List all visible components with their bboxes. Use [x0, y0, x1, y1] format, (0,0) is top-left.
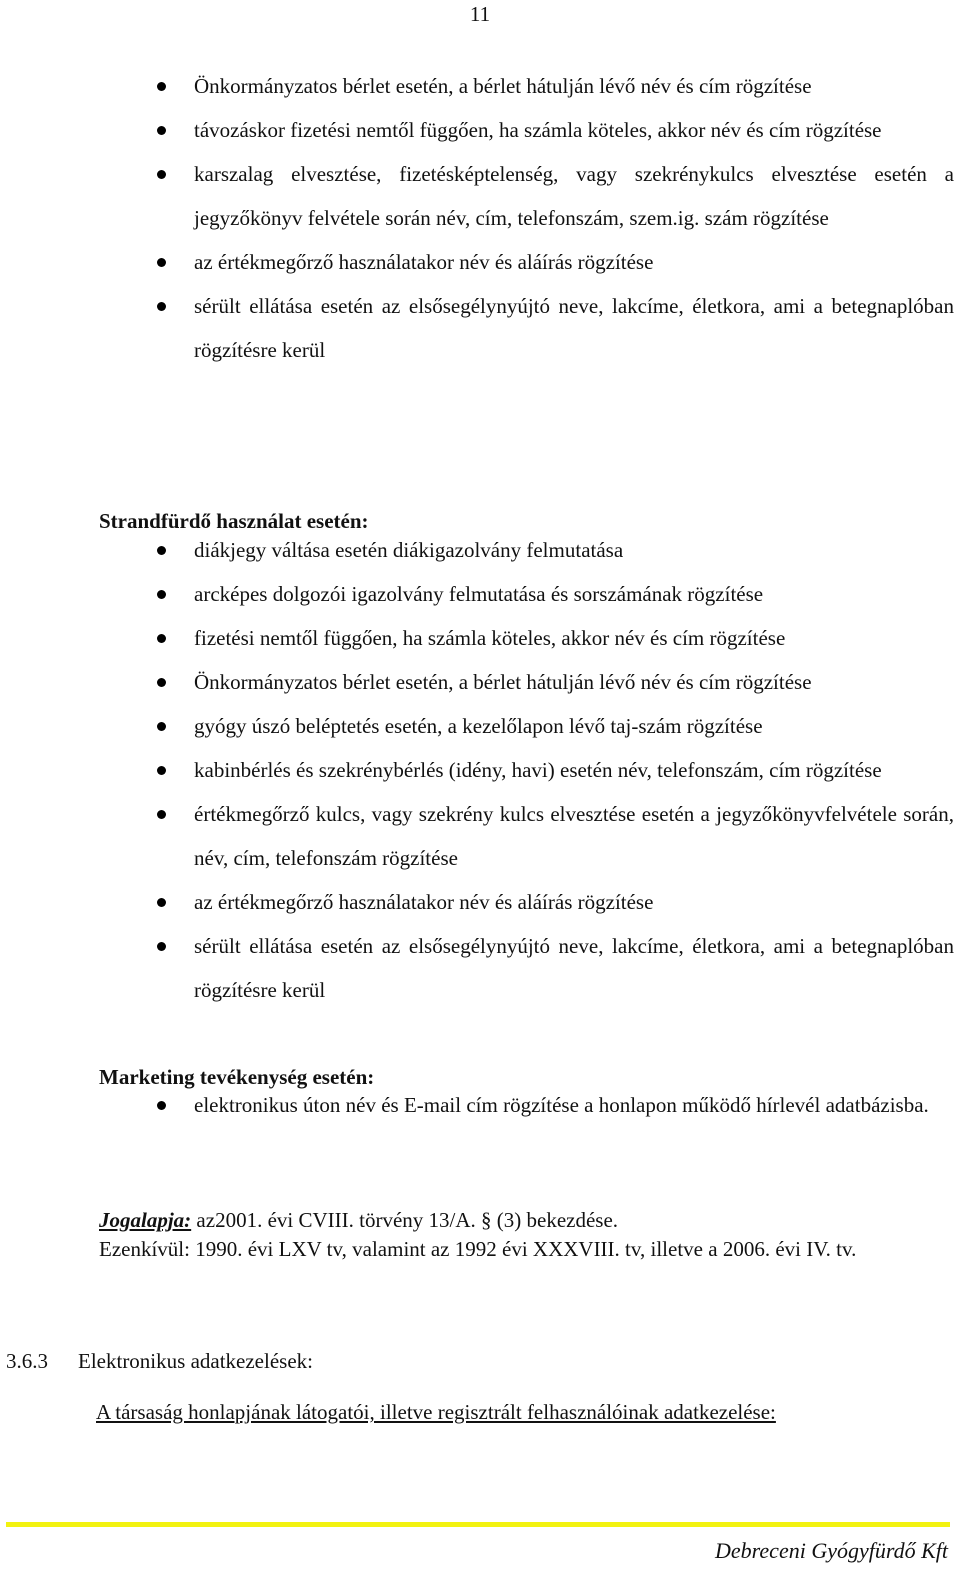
bullet-icon — [157, 302, 166, 311]
bullet-list-general — [0, 64, 960, 372]
list-item — [0, 240, 954, 284]
list-item-text: karszalag elvesztése, fizetésképtelenség, vagy szekrénykulcs elvesztése esetén a jegyzőkönyv felvétele során név, cím, telefonszám, szem.ig. szám rögzítése — [194, 162, 954, 230]
legal-basis-text: az2001. évi CVIII. törvény 13/A. § (3) bekezdése. — [191, 1208, 619, 1232]
list-item-text: elektronikus úton név és E-mail cím rögzítése a honlapon működő hírlevél adatbázisba. — [194, 1093, 929, 1117]
list-item — [0, 64, 954, 108]
bullet-icon — [157, 1101, 166, 1110]
list-item — [0, 660, 954, 704]
legal-basis-line — [99, 1206, 950, 1235]
bullet-icon — [157, 766, 166, 775]
list-item-text: gyógy úszó beléptetés esetén, a kezelőlapon lévő taj-szám rögzítése — [194, 714, 763, 738]
section-number: 3.6.3 — [6, 1349, 48, 1373]
marketing-heading: Marketing tevékenység esetén: — [99, 1065, 375, 1089]
list-item-text: Önkormányzatos bérlet esetén, a bérlet hátulján lévő név és cím rögzítése — [194, 74, 812, 98]
bullet-icon — [157, 590, 166, 599]
footer-rule — [6, 1522, 950, 1527]
bullet-icon — [157, 126, 166, 135]
bullet-icon — [157, 898, 166, 907]
bullet-icon — [157, 82, 166, 91]
list-item — [0, 880, 954, 924]
list-item — [0, 572, 954, 616]
bullet-icon — [157, 546, 166, 555]
bullet-icon — [157, 678, 166, 687]
list-item — [0, 1090, 954, 1120]
list-item-text: kabinbérlés és szekrénybérlés (idény, havi) esetén név, telefonszám, cím rögzítése — [194, 758, 882, 782]
strand-heading: Strandfürdő használat esetén: — [99, 509, 369, 533]
list-item-text: az értékmegőrző használatakor név és aláírás rögzítése — [194, 250, 654, 274]
list-item-text: távozáskor fizetési nemtől függően, ha számla köteles, akkor név és cím rögzítése — [194, 118, 882, 142]
list-item — [0, 748, 954, 792]
list-item — [0, 528, 954, 572]
section-title: Elektronikus adatkezelések: — [78, 1349, 313, 1373]
bullet-list-strand — [0, 528, 960, 1012]
bullet-icon — [157, 810, 166, 819]
legal-basis-label: Jogalapja: — [99, 1208, 192, 1232]
bullet-icon — [157, 170, 166, 179]
legal-extra-text: Ezenkívül: 1990. évi LXV tv, valamint az 1992 évi XXXVIII. tv, illetve a 2006. évi IV. tv. — [99, 1237, 857, 1261]
list-item — [0, 792, 954, 880]
list-item-text: sérült ellátása esetén az elsősegélynyújtó neve, lakcíme, életkora, ami a betegnaplóban rögzítésre kerül — [194, 934, 954, 1002]
list-item-text: arcképes dolgozói igazolvány felmutatása és sorszámának rögzítése — [194, 582, 764, 606]
bullet-icon — [157, 634, 166, 643]
list-item-text: fizetési nemtől függően, ha számla köteles, akkor név és cím rögzítése — [194, 626, 786, 650]
bullet-list-marketing — [0, 1090, 960, 1120]
legal-basis — [99, 1206, 950, 1264]
list-item — [0, 704, 954, 748]
list-item — [0, 108, 954, 152]
list-item-text: diákjegy váltása esetén diákigazolvány felmutatása — [194, 538, 624, 562]
list-item — [0, 152, 954, 240]
list-item — [0, 924, 954, 1012]
footer-company-name: Debreceni Gyógyfürdő Kft — [715, 1538, 948, 1563]
bullet-icon — [157, 258, 166, 267]
list-item — [0, 616, 954, 660]
bullet-icon — [157, 722, 166, 731]
list-item-text: sérült ellátása esetén az elsősegélynyújtó neve, lakcíme, életkora, ami a betegnaplóban rögzítésre kerül — [194, 294, 954, 362]
list-item — [0, 284, 954, 372]
section-heading — [6, 1349, 313, 1374]
list-item-text: Önkormányzatos bérlet esetén, a bérlet hátulján lévő név és cím rögzítése — [194, 670, 812, 694]
section-subheading: A társaság honlapjának látogatói, illetve regisztrált felhasználóinak adatkezelése: — [96, 1400, 776, 1424]
list-item-text: értékmegőrző kulcs, vagy szekrény kulcs elvesztése esetén a jegyzőkönyvfelvétele során, név, cím, telefonszám rögzítése — [194, 802, 954, 870]
bullet-icon — [157, 942, 166, 951]
page-number: 11 — [469, 2, 491, 26]
list-item-text: az értékmegőrző használatakor név és aláírás rögzítése — [194, 890, 654, 914]
